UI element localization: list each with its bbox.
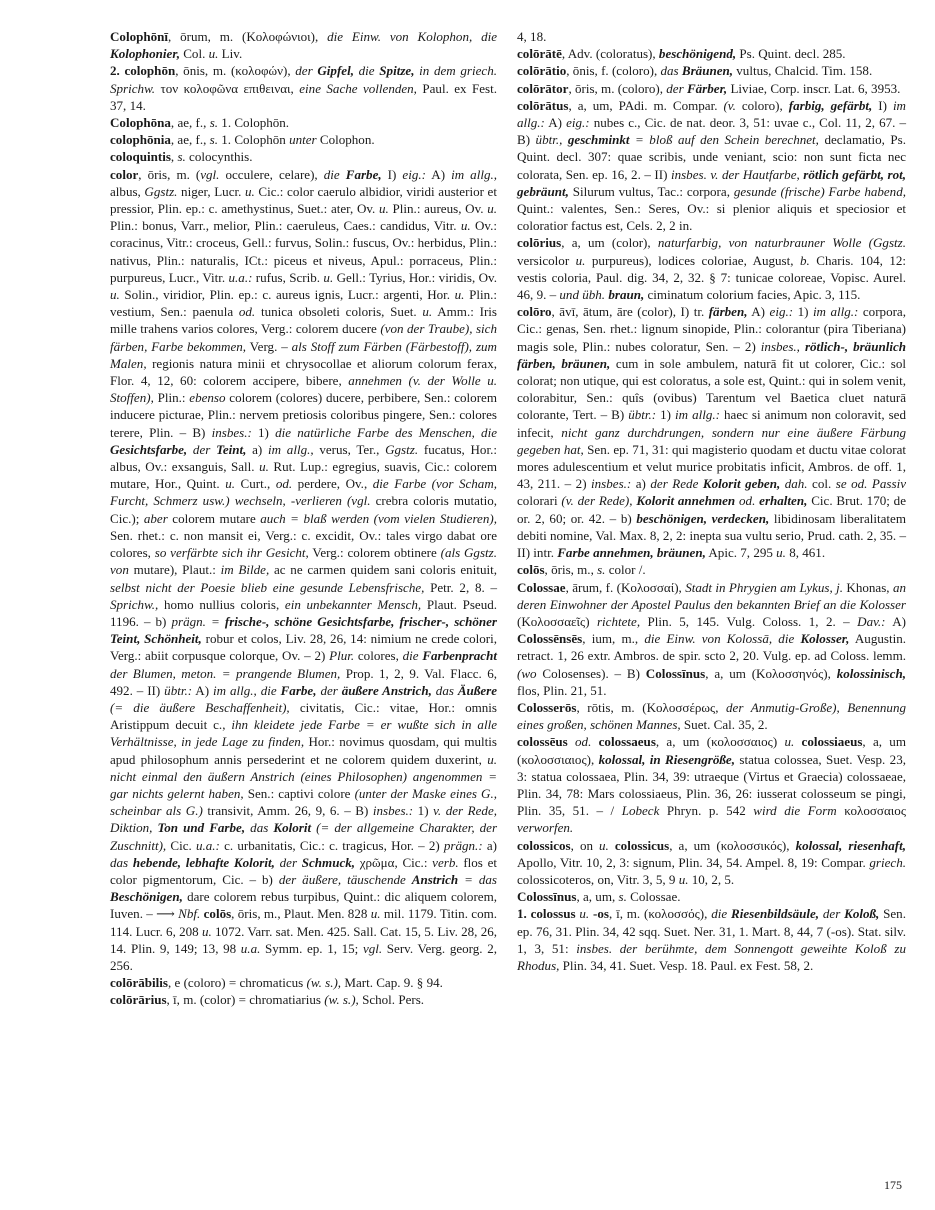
dictionary-entry: colōrātē, Adv. (coloratus), beschönigend, Ps. Quint. decl. 285. <box>517 46 846 62</box>
dictionary-entry: colōs, ōris, m., s. color /. <box>517 562 646 578</box>
dictionary-entry: coloquintis, s. colocynthis. <box>110 149 253 165</box>
dictionary-entry: colophōnia, ae, f., s. 1. Colophōn unter Colophon. <box>110 132 375 148</box>
left-column <box>110 28 497 1009</box>
dictionary-entry: colossicos, on u. colossicus, a, um (κολοσσικός), kolossal, riesenhaft, Apollo, Vitr. 10, 2, 3: signum, Plin. 34, 54. Ampel. 8, 19: Compar. griech. colossicoteros, on, Vitr. 3, 5, 9 u. 10, 2, 5. <box>517 837 906 887</box>
dictionary-entry: Colossīnus, a, um, s. Colossae. <box>517 889 681 905</box>
dictionary-entry: Colosserōs, rōtis, m. (Κολοσσέρως, der Anmutig-Große), Benennung eines großen, schönen Mannes, Suet. Cal. 35, 2. <box>517 699 906 733</box>
dictionary-entry: color, ōris, m. (vgl. occulere, celare), die Farbe, I) eig.: A) im allg., albus, Ggstz. niger, Lucr. u. Cic.: color caerulo albidior, viridi austerior et pressior, Plin. ep.: c. amethystinus, Suet.: ater, Ov. u. Plin.: aureus, Ov. u. Plin.: bonus, Varr., melior, Plin.: caeruleus, Caes.: candidus, Vitr. u. Ov.: coracinus, Vitr.: croceus, Gell.: furvus, Solin.: fuscus, Ov.: herbidus, Plin.: nativus, Plin.: naturalis, ICt.: piceus et niveus, Apul.: porraceus, Plin.: purpureus, Lucr., Vitr. u.a.: rufus, Scrib. u. Gell.: Tyrius, Hor.: viridis, Ov. u. Solin., viridior, Plin. ep.: c. aureus ignis, Lucr.: argenti, Hor. u. Plin.: vestium, Sen.: paenula od. tunica obsoleti coloris, Suet. u. Amm.: Iris mille trahens varios colores, Verg.: colorem ducere (von der Traube), sich färben, Farbe bekommen, Verg. – als Stoff zum Färben (Färbestoff), zum Malen, regionis natura minii et chrysocollae et aliorum colorum ferax, Flor. 4, 12, 60: colorem accipere, bibere, annehmen (v. der Wolle u. Stoffen), Plin.: ebenso colorem (colores) ducere, perbibere, Sen.: colorem inducere picturae, Plin.: nervem pretiosis coloribus pingere, Sen.: colores terere, Plin. – B) insbes.: 1) die natürliche Farbe des Menschen, die Gesichtsfarbe, der Teint, a) im allg., verus, Ter., Ggstz. fucatus, Hor.: albus, Ov.: exsanguis, Sall. u. Rut. Lup.: egregius, suavis, Cic.: colorem mutare, Hor., Quint. u. Curt., od. perdere, Ov., die Farbe (vor Scham, Furcht, Schmerz usw.) wechseln, -verlieren (vgl. crebra coloris mutatio, Cic.); aber colorem mutare auch = blaß werden (vom vielen Studieren), Sen. rhet.: c. non mansit ei, Verg.: c. excidit, Ov.: tales virgo dabat ore colores, so verfärbte sich ihr Gesicht, Verg.: colorem obtinere (als Ggstz. von mutare), Plaut.: im Bilde, ac ne carmen quidem sani coloris enituit, selbst nicht der Poesie blieb eine gesunde Lebensfrische, Petr. 2, 8. – Sprichw., homo nullius coloris, ein unbekannter Mensch, Plaut. Pseud. 1196. – b) prägn. = frische-, schöne Gesichtsfarbe, frischer-, schöner Teint, Schönheit, robur et colos, Liv. 28, 26, 14: nimium ne crede colori, Verg.: abiit corpusque colorque, Ov. – 2) Plur. colores, die Farbenpracht der Blumen, meton. = prangende Blumen, Prop. 1, 2, 9. Val. Flacc. 6, 492. – II) übtr.: A) im allg., die Farbe, der äußere Anstrich, das Äußere (= die äußere Beschaffenheit), civitatis, Cic.: vitae, Hor.: omnis Aristippum decuit c., ihn kleidete jede Farbe = er wußte sich in alle Verhältnisse, in jede Lage zu finden, Hor.: novimus quosdam, qui multis apud philosophum annis persederint et ne colorem quidem duxerint, u. nicht einmal den äußern Anstrich (eines Philosophen) angenommen = gar nichts gelernt haben, Sen.: captivi colore (unter der Maske eines G., scheinbar als G.) transivit, Amm. 26, 9, 6. – B) insbes.: 1) v. der Rede, Diktion, Ton und Farbe, das Kolorit (= der allgemeine Charakter, der Zuschnitt), Cic. u.a.: c. urbanitatis, Cic.: c. tragicus, Hor. – 2) prägn.: a) das hebende, lebhafte Kolorit, der Schmuck, χρῶμα, Cic.: verb. flos et color pigmentorum, Cic. – b) der äußere, täuschende Anstrich = das Beschönigen, dare colorem rebus turpibus, Quint.: dic aliquem colorem, Iuven. – ⟶ Nbf. colōs, ōris, m., Plaut. Men. 828 u. mil. 1179. Titin. com. 114. Lucr. 6, 208 u. 1072. Varr. sat. Men. 425. Sall. Cat. 15, 5. Liv. 28, 26, 14. Plin. 9, 149; 13, 98 u.a. Symm. ep. 1, 15; vgl. Serv. Verg. georg. 2, 256. <box>110 166 498 973</box>
dictionary-entry: colossēus od. colossaeus, a, um (κολοσσαιος) u. colossiaeus, a, um (κολοσσιαιος), kolossal, in Riesengröße, statua colossea, Suet. Vesp. 23, 3: statua colossaea, Plin. 34, 39: utraeque (Virtus et Graecia) colossaeae, Plin. 34, 78: Mars colossiaeus, Plin. 36, 26: iusserat colosseum se pingi, Plin. 35, 51. – / Lobeck Phryn. p. 542 wird die Form κολοσσαιος verworfen. <box>517 734 906 836</box>
dictionary-entry: colōrātio, ōnis, f. (coloro), das Bräunen, vultus, Chalcid. Tim. 158. <box>517 63 873 79</box>
dictionary-entry: colōrābilis, e (coloro) = chromaticus (w. s.), Mart. Cap. 9. § 94. <box>110 975 443 991</box>
dictionary-entry: colōrārius, ī, m. (color) = chromatiarius (w. s.), Schol. Pers. <box>110 992 425 1008</box>
dictionary-entry: 2. colophōn, ōnis, m. (κολοφών), der Gipfel, die Spitze, in dem griech. Sprichw. τον κολοφῶνα επιθειναι, eine Sache vollenden, Paul. ex Fest. 37, 14. <box>110 63 497 113</box>
page-number: 175 <box>884 1178 902 1192</box>
right-column <box>517 28 906 974</box>
dictionary-entry: 4, 18. <box>517 29 547 44</box>
dictionary-entry: colōrius, a, um (color), naturfarbig, von naturbrauner Wolle (Ggstz. versicolor u. purpureus), lodices coloriae, August, b. Charis. 104, 12: vestis coloria, Paul. dig. 34, 2, 32. § 7: tunicae coloreae, Vopisc. Aurel. 46, 9. – und übh. braun, ciminatum colorium facies, Apic. 3, 115. <box>517 235 906 303</box>
dictionary-entry: 1. colossus u. -os, ī, m. (κολοσσός), die Riesenbildsäule, der Koloß, Sen. ep. 76, 31. Plin. 34, 42 sqq. Suet. Ner. 31, 1. Mart. 8, 44, 7 (-os). Stat. silv. 1, 3, 51: insbes. der berühmte, dem Sonnengott geweihte Koloß zu Rhodus, Plin. 34, 41. Suet. Vesp. 18. Paul. ex Fest. 58, 2. <box>517 906 906 973</box>
dictionary-entry: colōrātor, ōris, m. (coloro), der Färber, Liviae, Corp. inscr. Lat. 6, 3953. <box>517 80 901 96</box>
dictionary-entry: Colophōna, ae, f., s. 1. Colophōn. <box>110 115 290 131</box>
dictionary-entry: colōrātus, a, um, PAdi. m. Compar. (v. coloro), farbig, gefärbt, I) im allg.: A) eig.: nubes c., Cic. de nat. deor. 3, 51: uvae c., Col. 11, 2, 67. – B) übtr., geschminkt = bloß auf den Schein berechnet, declamatio, Ps. Quint. decl. 307: quae scribis, unde veniant, scio: non sunt ficta nec colorata, Sen. ep. 16, 2. – II) insbes. v. der Hautfarbe, rötlich gefärbt, rot, gebräunt, Silurum vultus, Tac.: corpora, gesunde (frische) Farbe habend, Quint.: valentes, Sen.: Seres, Ov.: si plenior aliquis et speciosior et coloratior factus est, Cels. 2, 2 in. <box>517 97 907 234</box>
dictionary-entry: colōro, āvī, ātum, āre (color), I) tr. färben, A) eig.: 1) im allg.: corpora, Cic.: genas, Sen. rhet.: lignum sinopide, Plin.: colorantur (pira Tiberiana) magis sole, Plin.: nubes coloratur, Sen. – 2) insbes., rötlich-, bräunlich färben, bräunen, cum in sole ambulem, naturā fit ut colorer, Cic.: sol colorat; non utique, qui est coloratus, a sole est, Quint.: qui in solem venit, colorabitur, Sen.: quîs (ovibus) Tarentum vel Baetica cluet naturā colorante, Tert. – B) übtr.: 1) im allg.: haec si animum non coloravit, sed infecit, nicht ganz durchdrungen, sondern nur eine äußere Färbung gegeben hat, Sen. ep. 71, 31: qui magisterio quodam et ductu vitae colorat mores adulescentium et velut murice probitatis inficit, Ambros. de off. 1, 43, 211. – 2) insbes.: a) der Rede Kolorit geben, dah. col. se od. Passiv colorari (v. der Rede), Kolorit annehmen od. erhalten, Cic. Brut. 170; de or. 2, 60; or. 42. – b) beschönigen, verdecken, libidinosam liberalitatem debiti nomine, Val. Max. 8, 2, 2: inepta sua vultu serio, Prud. cath. 2, 35. – II) intr. Farbe annehmen, bräunen, Apic. 7, 295 u. 8, 461. <box>517 304 907 561</box>
dictionary-entry: Colophōnī, ōrum, m. (Κολοφώνιοι), die Einw. von Kolophon, die Kolophonier, Col. u. Liv. <box>110 29 498 62</box>
dictionary-entry: Colossae, ārum, f. (Κολοσσαί), Stadt in Phrygien am Lykus, j. Khonas, an deren Einwohner der Apostel Paulus den bekannten Brief an die Kolosser (Κολοσσαεῖς) richtete, Plin. 5, 145. Vulg. Coloss. 1, 2. – Dav.: A) Colossēnsēs, ium, m., die Einw. von Kolossā, die Kolosser, Augustin. retract. 1, 26 extr. Ambros. de spir. scto 2, 20. Vulg. ep. ad Coloss. lemm. (wo Colosenses). – B) Colossīnus, a, um (Κολοσσηνός), kolossinisch, flos, Plin. 21, 51. <box>517 579 906 698</box>
